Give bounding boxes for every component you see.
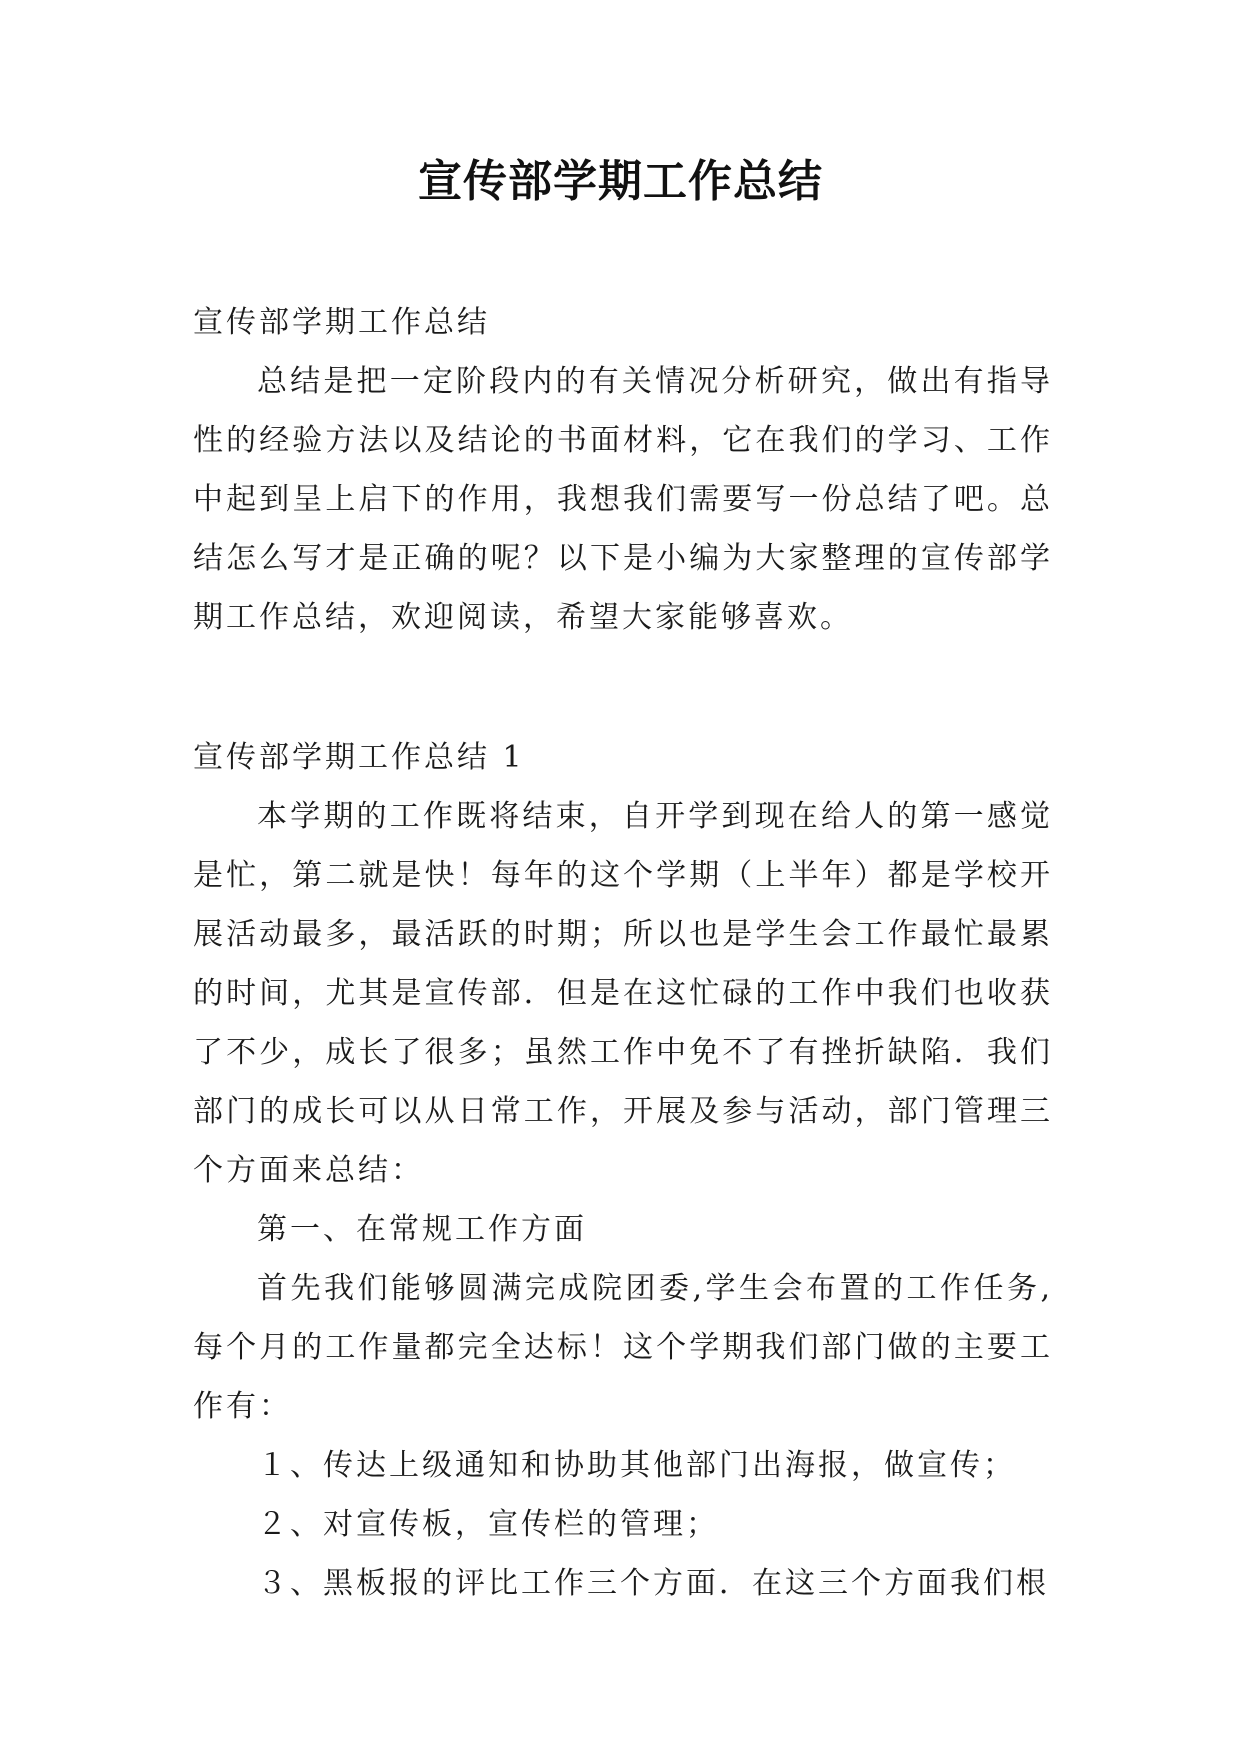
list-item: １、传达上级通知和协助其他部门出海报，做宣传； <box>257 1448 1016 1483</box>
intro-paragraph: 总结是把一定阶段内的有关情况分析研究，做出有指导性的经验方法以及结论的书面材料，它在我们的学习、工作中起到呈上启下的作用，我想我们需要写一份总结了吧。总结怎么写才是正确的呢？以下是小编为大家整理的宣传部学期工作总结，欢迎阅读，希望大家能够喜欢。 <box>193 364 1053 635</box>
section-spacer <box>193 647 1053 728</box>
point-1-paragraph: 首先我们能够圆满完成院团委,学生会布置的工作任务,每个月的工作量都完全达标！这个学期我们部门做的主要工作有： <box>193 1271 1053 1424</box>
list-item: ２、对宣传板，宣传栏的管理； <box>257 1507 719 1542</box>
document-title: 宣传部学期工作总结 <box>418 156 823 207</box>
list-item: ３、黑板报的评比工作三个方面．在这三个方面我们根 <box>257 1566 1049 1601</box>
section-1-heading: 宣传部学期工作总结 1 <box>193 740 525 775</box>
document-body <box>193 293 1053 1613</box>
section-1-paragraph: 本学期的工作既将结束，自开学到现在给人的第一感觉是忙，第二就是快！每年的这个学期（上半年）都是学校开展活动最多，最活跃的时期；所以也是学生会工作最忙最累的时间，尤其是宣传部．但是在这忙碌的工作中我们也收获了不少，成长了很多；虽然工作中免不了有挫折缺陷．我们部门的成长可以从日常工作，开展及参与活动，部门管理三个方面来总结： <box>193 799 1053 1188</box>
point-1-heading: 第一、在常规工作方面 <box>257 1212 587 1247</box>
intro-heading: 宣传部学期工作总结 <box>193 305 490 340</box>
